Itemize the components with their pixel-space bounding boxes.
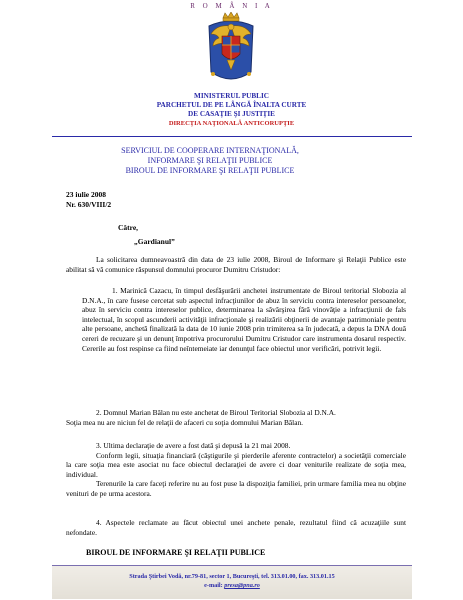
- signature-office: BIROUL DE INFORMARE ŞI RELAŢII PUBLICE: [86, 548, 266, 557]
- service-block: [60, 146, 360, 176]
- intro-paragraph: La solicitarea dumneavoastră din data de 23 iulie 2008, Biroul de Informare şi Relaţii Publice este abilitat să vă comunice răspunsul domnului procuror Dumitru Cristudor:: [66, 255, 406, 274]
- paragraph-1: 1. Marinică Cazacu, în timpul desfăşurării anchetei instrumentate de Biroul teritorial Slobozia al D.N.A., în care fusese cercetat sub aspectul infracţiunilor de abuz în serviciu contra intereselor persoanelor, abuz în serviciu contra intereselor publice, determinarea la săvârşirea fără vinovăţie a infracţiunii de fals intelectual, în scopul ascunderii activităţii infracţionale şi realizării obţinerii de avantaje patrimoniale pentru alte persoane, anchetă finalizată la data de 10 iunie 2008 prin trimiterea sa în judecată, a depus la DNA două cereri de recuzare şi un denunţ împotriva procurorului Dumitru Cristudor care instrumenta dosarul respectiv. Cererile au fost respinse ca fiind neîntemeiate iar denunţul face obiectul unor verificări, potrivit legii.: [82, 286, 406, 353]
- footer-email: [52, 582, 412, 589]
- document-number: Nr. 630/VIII/2: [66, 200, 112, 209]
- service-line-2: INFORMARE ŞI RELAŢII PUBLICE: [147, 156, 273, 165]
- paragraph-2a: 2. Domnul Marian Bălan nu este anchetat de Biroul Teritorial Slobozia al D.N.A.: [96, 408, 336, 417]
- paragraph-3: [66, 441, 406, 499]
- recipient-name: „Gardianul”: [134, 237, 175, 246]
- office-line-1: PARCHETUL DE PE LÂNGĂ ÎNALTA CURTE: [156, 101, 307, 109]
- paragraph-2b: Soţia mea nu are niciun fel de relaţii de afaceri cu soţia domnului Marian Bălan.: [66, 417, 304, 427]
- ministry-title: MINISTERUL PUBLIC: [194, 92, 269, 100]
- directorate-line: DIRECŢIA NAŢIONALĂ ANTICORUPŢIE: [168, 120, 295, 127]
- footer-address: Strada Ştirbei Vodă, nr.79-81, sector 1, Bucureşti, tel. 313.01.00, fax. 313.01.15: [129, 573, 335, 580]
- service-line-1: SERVICIUL DE COOPERARE INTERNAŢIONALĂ,: [121, 146, 299, 155]
- paragraph-4: 4. Aspectele reclamate au făcut obiectul unei anchete penale, rezultatul fiind că acuzaţiile sunt nefondate.: [66, 518, 406, 537]
- paragraph-2: [66, 408, 406, 427]
- paragraph-3a: 3. Ultima declaraţie de avere a fost dată şi depusă la 21 mai 2008.: [96, 441, 291, 450]
- service-line-3: BIROUL DE INFORMARE ŞI RELAŢII PUBLICE: [125, 166, 295, 175]
- footer-band: [52, 565, 412, 599]
- paragraph-3c: Terenurile la care faceţi referire nu au fost puse la dispoziţia familiei, prin urmare familia mea nu obţine venituri de pe urma acestora.: [66, 479, 406, 498]
- email-link[interactable]: presa@pna.ro: [224, 582, 260, 589]
- header-divider: [52, 136, 412, 137]
- document-date: 23 iulie 2008: [66, 190, 107, 199]
- recipient-label: Către,: [118, 223, 139, 232]
- paragraph-3b: Conform legii, situaţia financiară (câştigurile şi pierderile aferente contractelor) a societăţii comerciale la care soţia mea este asociat nu face obiectul declaraţiei de avere ci doar veniturile realizate de soţia mea, individual.: [66, 450, 406, 479]
- romanian-coat-of-arms-icon: [205, 12, 257, 90]
- office-line-2: DE CASAŢIE ŞI JUSTIŢIE: [188, 110, 275, 118]
- footer-email-label: e-mail:: [204, 582, 223, 589]
- country-heading: R O M Â N I A: [190, 2, 273, 10]
